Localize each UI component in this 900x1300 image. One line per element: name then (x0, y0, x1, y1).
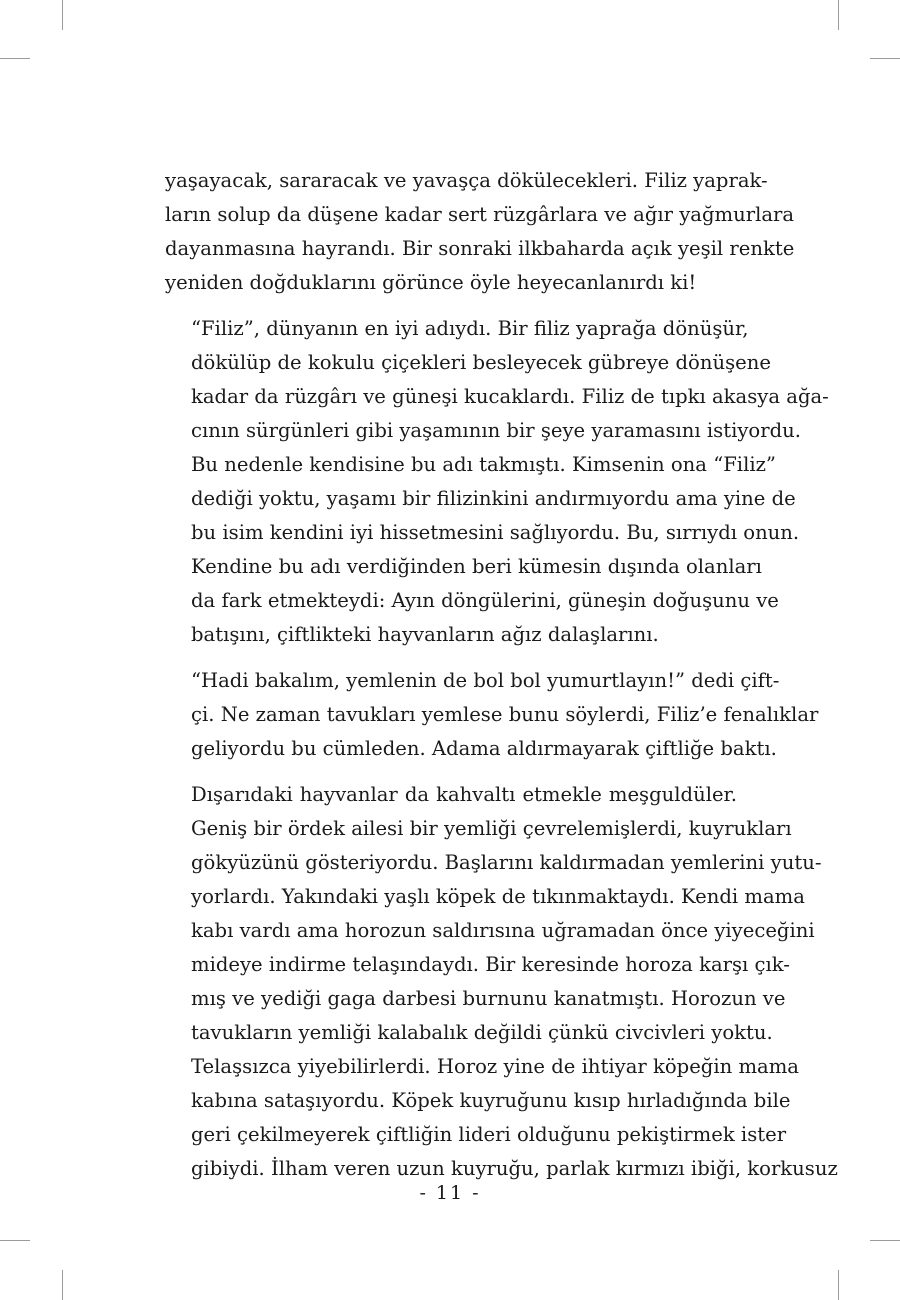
paragraph (165, 164, 795, 300)
text-line: Bu nedenle kendisine bu adı takmıştı. Kimsenin ona “Filiz” (191, 453, 776, 476)
crop-mark-left-top (0, 58, 30, 59)
crop-mark-right-top (870, 58, 900, 59)
text-line: gökyüzünü gösteriyordu. Başlarını kaldırmadan yemlerini yutu- (191, 851, 822, 874)
text-line: yeniden doğduklarını görünce öyle heyecanlanırdı ki! (165, 271, 697, 294)
text-line: dayanmasına hayrandı. Bir sonraki ilkbaharda açık yeşil renkte (165, 237, 795, 260)
paragraph (165, 664, 819, 766)
text-line: “Filiz”, dünyanın en iyi adıydı. Bir filiz yaprağa dönüşür, (191, 317, 749, 340)
text-line: kabı vardı ama horozun saldırısına uğramadan önce yiyeceğini (191, 919, 815, 942)
text-line: yaşayacak, sararacak ve yavaşça dökülecekleri. Filiz yaprak- (165, 169, 768, 192)
text-line: Geniş bir ördek ailesi bir yemliği çevrelemişlerdi, kuyrukları (191, 817, 792, 840)
crop-mark-left-bottom (0, 1240, 30, 1241)
text-line: kadar da rüzgârı ve güneşi kucaklardı. Filiz de tıpkı akasya ağa- (191, 385, 829, 408)
text-line: Telaşsızca yiyebilirlerdi. Horoz yine de ihtiyar köpeğin mama (191, 1055, 799, 1078)
text-line: yorlardı. Yakındaki yaşlı köpek de tıkınmaktaydı. Kendi mama (191, 885, 805, 908)
crop-mark-right-bottom (870, 1240, 900, 1241)
text-line: batışını, çiftlikteki hayvanların ağız dalaşlarını. (191, 623, 659, 646)
text-line: çi. Ne zaman tavukları yemlese bunu söylerdi, Filiz’e fenalıklar (191, 703, 819, 726)
text-line: bu isim kendini iyi hissetmesini sağlıyordu. Bu, sırrıydı onun. (191, 521, 800, 544)
text-line: geliyordu bu cümleden. Adama aldırmayarak çiftliğe baktı. (191, 737, 777, 760)
paragraph (165, 778, 838, 1186)
text-line: geri çekilmeyerek çiftliğin lideri olduğunu pekiştirmek ister (191, 1123, 787, 1146)
text-line: gibiydi. İlham veren uzun kuyruğu, parlak kırmızı ibiği, korkusuz (191, 1157, 838, 1180)
text-line: dökülüp de kokulu çiçekleri besleyecek gübreye dönüşene (191, 351, 771, 374)
text-line: Dışarıdaki hayvanlar da kahvaltı etmekle meşguldüler. (191, 783, 737, 806)
crop-mark-top-right (838, 0, 839, 30)
text-line: “Hadi bakalım, yemlenin de bol bol yumurtlayın!” dedi çift- (191, 669, 780, 692)
text-line: tavukların yemliği kalabalık değildi çünkü civcivleri yoktu. (191, 1021, 773, 1044)
text-line: cının sürgünleri gibi yaşamının bir şeye yaramasını istiyordu. (191, 419, 801, 442)
text-line: Kendine bu adı verdiğinden beri kümesin dışında olanları (191, 555, 762, 578)
text-line: ların solup da düşene kadar sert rüzgârlara ve ağır yağmurlara (165, 203, 795, 226)
crop-mark-bottom-left (62, 1270, 63, 1300)
text-line: mideye indirme telaşındaydı. Bir keresinde horoza karşı çık- (191, 953, 790, 976)
text-line: da fark etmekteydi: Ayın döngülerini, güneşin doğuşunu ve (191, 589, 779, 612)
book-text (165, 164, 838, 1198)
text-line: mış ve yediği gaga darbesi burnunu kanatmıştı. Horozun ve (191, 987, 786, 1010)
text-line: kabına sataşıyordu. Köpek kuyruğunu kısıp hırladığında bile (191, 1089, 791, 1112)
page-number: - 11 - (419, 1182, 481, 1204)
paragraph (165, 312, 829, 652)
crop-mark-top-left (62, 0, 63, 30)
crop-mark-bottom-right (838, 1270, 839, 1300)
text-line: dediği yoktu, yaşamı bir filizinkini andırmıyordu ama yine de (191, 487, 796, 510)
